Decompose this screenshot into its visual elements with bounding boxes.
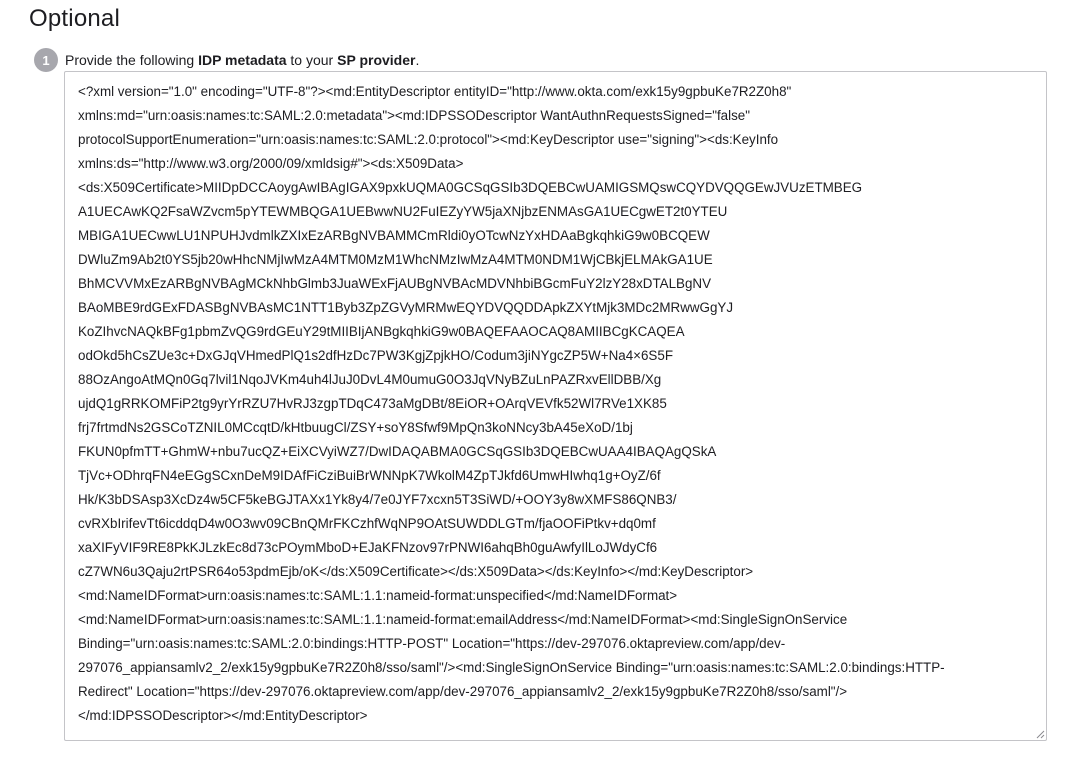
metadata-line: Redirect" Location="https://dev-297076.oktapreview.com/app/dev-297076_appiansamlv2_2/exk15y9gpbuKe7R2Z0h8/sso/saml"/> [78,684,848,699]
metadata-line: <md:NameIDFormat>urn:oasis:names:tc:SAML:1.1:nameid-format:unspecified</md:NameIDFormat> [78,588,678,603]
step-text-idp-metadata: IDP metadata [198,52,287,68]
step-number-badge: 1 [34,48,58,72]
metadata-line: BAoMBE9rdGExFDASBgNVBAsMC1NTT1Byb3ZpZGVyMRMwEQYDVQQDDApkZXYtMjk3MDc2MRwwGgYJ [78,300,734,315]
metadata-line: FKUN0pfmTT+GhmW+nbu7ucQZ+EiXCVyiWZ7/DwIDAQABMA0GCSqGSIb3DQEBCwUAA4IBAQAgQSkA [78,444,717,459]
metadata-line: <?xml version="1.0" encoding="UTF-8"?><md:EntityDescriptor entityID="http://www.okta.com/exk15y9gpbuKe7R2Z0h8" [78,84,792,99]
metadata-line: MBIGA1UECwwLU1NPUHJvdmlkZXIxEzARBgNVBAMMCmRldi0yOTcwNzYxHDAaBgkqhkiG9w0BCQEW [78,228,710,243]
section-title: Optional [29,5,120,32]
metadata-line: xaXIFyVIF9RE8PkKJLzkEc8d73cPOymMboD+EJaKFNzov97rPNWI6ahqBh0guAwfyIlLoJWdyCf6 [78,540,658,555]
metadata-line: DWluZm9Ab2t0YS5jb20wHhcNMjIwMzA4MTM0MzM1WhcNMzIwMzA4MTM0NDM1WjCBkjELMAkGA1UE [78,252,713,267]
metadata-line: xmlns:md="urn:oasis:names:tc:SAML:2.0:metadata"><md:IDPSSODescriptor WantAuthnRequestsSigned="false" [78,108,750,123]
metadata-line: odOkd5hCsZUe3c+DxGJqVHmedPlQ1s2dfHzDc7PW3KgjZpjkHO/Codum3jiNYgcZP5W+Na4×6S5F [78,348,673,363]
step-text-middle: to your [286,52,338,68]
metadata-line: cZ7WN6u3Qaju2rtPSR64o53pdmEjb/oK</ds:X509Certificate></ds:X509Data></ds:KeyInfo></md:KeyDescriptor> [78,564,754,579]
metadata-line: ujdQ1gRRKOMFiP2tg9yrYrRZU7HvRJ3zgpTDqC473aMgDBt/8EiOR+OArqVEVfk52Wl7RVe1XK85 [78,396,667,411]
step-text-suffix: . [415,52,420,68]
metadata-line: A1UECAwKQ2FsaWZvcm5pYTEWMBQGA1UEBwwNU2FuIEZyYW5jaXNjbzENMAsGA1UECgwET2t0YTEU [78,204,728,219]
metadata-line: 88OzAngoAtMQn0Gq7lvil1NqoJVKm4uh4lJuJ0DvL4M0umuG0O3JqVNyBZuLnPAZRxvEllDBB/Xg [78,372,662,387]
idp-metadata-textarea[interactable] [64,71,1047,741]
resize-handle-icon[interactable] [1035,729,1045,739]
metadata-line: <ds:X509Certificate>MIIDpDCCAoygAwIBAgIGAX9pxkUQMA0GCSqGSIb3DQEBCwUAMIGSMQswCQYDVQQGEwJVUzETMBEG [78,180,863,195]
metadata-line: TjVc+ODhrqFN4eEGgSCxnDeM9IDAfFiCziBuiBrWNNpK7WkolM4ZpTJkfd6UmwHIwhq1g+OyZ/6f [78,468,661,483]
metadata-line: <md:NameIDFormat>urn:oasis:names:tc:SAML:1.1:nameid-format:emailAddress</md:NameIDFormat><md:SingleSignOnService [78,612,848,627]
metadata-line: Hk/K3bDSAsp3XcDz4w5CF5keBGJTAXx1Yk8y4/7e0JYF7xcxn5T3SiWD/+OOY3y8wXMFS86QNB3/ [78,492,677,507]
step-text-prefix: Provide the following [65,52,199,68]
step-instruction-text [65,50,419,70]
step-instruction [34,48,419,72]
metadata-line: xmlns:ds="http://www.w3.org/2000/09/xmldsig#"><ds:X509Data> [78,156,464,171]
metadata-line: BhMCVVMxEzARBgNVBAgMCkNhbGlmb3JuaWExFjAUBgNVBAcMDVNhbiBGcmFuY2lzY28xDTALBgNV [78,276,712,291]
step-text-sp-provider: SP provider [337,52,416,68]
metadata-line: cvRXbIrifevTt6icddqD4w0O3wv09CBnQMrFKCzhfWqNP9OAtSUWDDLGTm/fjaOOFiPtkv+dq0mf [78,516,656,531]
metadata-line: 297076_appiansamlv2_2/exk15y9gpbuKe7R2Z0h8/sso/saml"/><md:SingleSignOnService Binding="urn:oasis:names:tc:SAML:2.0:bindings:HTTP- [78,660,945,675]
idp-metadata-content[interactable] [78,80,1033,728]
metadata-line: protocolSupportEnumeration="urn:oasis:names:tc:SAML:2.0:protocol"><md:KeyDescriptor use="signing"><ds:KeyInfo [78,132,779,147]
metadata-line: frj7frtmdNs2GSCoTZNIL0MCcqtD/kHtbuugCl/ZSY+soY8Sfwf9MpQn3koNNcy3bA45eXoD/1bj [78,420,633,435]
metadata-line: KoZIhvcNAQkBFg1pbmZvQG9rdGEuY29tMIIBIjANBgkqhkiG9w0BAQEFAAOCAQ8AMIIBCgKCAQEA [78,324,685,339]
metadata-line: Binding="urn:oasis:names:tc:SAML:2.0:bindings:HTTP-POST" Location="https://dev-297076.oktapreview.com/app/dev- [78,636,786,651]
metadata-line: </md:IDPSSODescriptor></md:EntityDescriptor> [78,708,368,723]
